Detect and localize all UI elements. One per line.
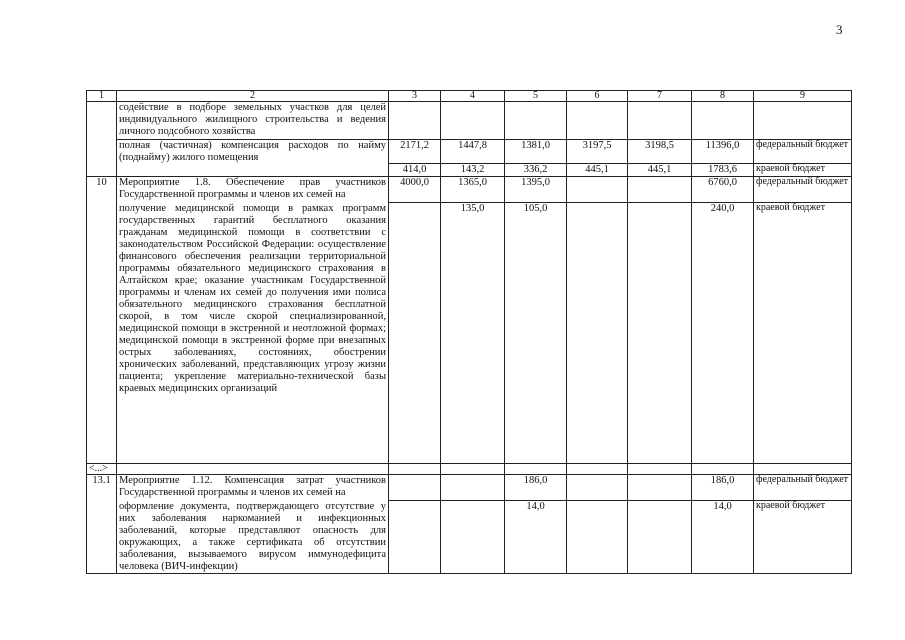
value-cell — [441, 501, 505, 574]
value-cell: 186,0 — [692, 475, 754, 501]
table-row — [87, 475, 852, 501]
header-cell: 2 — [117, 91, 389, 102]
measure-text: содействие в подборе земельных участков для целей индивидуального жилищного строительства и ведения личного подсобного хозяйства — [117, 102, 389, 140]
value-cell — [567, 177, 628, 203]
value-cell: 445,1 — [628, 164, 692, 177]
value-cell: 1381,0 — [505, 140, 567, 164]
value-cell: 186,0 — [505, 475, 567, 501]
header-cell: 3 — [389, 91, 441, 102]
value-cell: 3198,5 — [628, 140, 692, 164]
value-cell: 14,0 — [505, 501, 567, 574]
ellipsis-mark: <...> — [87, 464, 117, 475]
header-cell: 9 — [754, 91, 852, 102]
value-cell: 14,0 — [692, 501, 754, 574]
value-cell: 1395,0 — [505, 177, 567, 203]
measure-text: Мероприятие 1.8. Обеспечение прав участников Государственной программы и членов их семей на — [117, 177, 389, 203]
table-row — [87, 177, 852, 203]
value-cell: 414,0 — [389, 164, 441, 177]
value-cell: 240,0 — [692, 203, 754, 464]
table-row — [87, 203, 852, 464]
column-number-row — [87, 91, 852, 102]
value-cell: 1447,8 — [441, 140, 505, 164]
budget-source: федеральный бюджет — [754, 177, 852, 203]
value-cell: 445,1 — [567, 164, 628, 177]
row-number-cell: 13.1 — [87, 475, 117, 574]
value-cell — [567, 501, 628, 574]
value-cell — [389, 203, 441, 464]
value-cell — [441, 475, 505, 501]
table-row — [87, 140, 852, 164]
ellipsis-row — [87, 464, 852, 475]
budget-source: федеральный бюджет — [754, 475, 852, 501]
value-cell — [628, 177, 692, 203]
value-cell: 2171,2 — [389, 140, 441, 164]
measure-text: оформление документа, подтверждающего отсутствие у них заболевания наркоманией и инфекционных заболеваний, которые представляют опасность для окружающих, а также сертификата об отсутствии заболевания, вызываемого вирусом иммунодефицита человека (ВИЧ-инфекции) — [117, 501, 389, 574]
header-cell: 7 — [628, 91, 692, 102]
value-cell: 4000,0 — [389, 177, 441, 203]
value-cell: 1783,6 — [692, 164, 754, 177]
table-row — [87, 501, 852, 574]
value-cell — [628, 475, 692, 501]
budget-source: краевой бюджет — [754, 501, 852, 574]
row-number-cell: 10 — [87, 177, 117, 464]
budget-source: федеральный бюджет — [754, 140, 852, 164]
header-cell: 8 — [692, 91, 754, 102]
budget-source: краевой бюджет — [754, 164, 852, 177]
value-cell: 11396,0 — [692, 140, 754, 164]
header-cell: 1 — [87, 91, 117, 102]
table-row — [87, 102, 852, 140]
value-cell: 336,2 — [505, 164, 567, 177]
value-cell — [389, 501, 441, 574]
measure-text: получение медицинской помощи в рамках программ государственных гарантий бесплатного оказания гражданам медицинской помощи в соответствии с законодательством Российской Федерации: осуществление финансового обеспечения реализации территориальной программы обязательного медицинского страхования в Алтайском крае; оказание участникам Государственной программы и членам их семей до получения ими полиса обязательного медицинского страхования бесплатной скорой, в том числе скорой специализированной, медицинской помощи в экстренной и неотложной формах; медицинской помощи в экстренной форме при внезапных острых заболеваниях, состояниях, обострении хронических заболеваний, представляющих угрозу жизни пациента; укрепление материально-технической базы краевых медицинских организаций — [117, 203, 389, 464]
value-cell: 6760,0 — [692, 177, 754, 203]
budget-source: краевой бюджет — [754, 203, 852, 464]
header-cell: 5 — [505, 91, 567, 102]
value-cell — [628, 501, 692, 574]
page-number: 3 — [836, 22, 843, 37]
value-cell — [567, 203, 628, 464]
header-cell: 6 — [567, 91, 628, 102]
value-cell: 135,0 — [441, 203, 505, 464]
header-cell: 4 — [441, 91, 505, 102]
value-cell: 1365,0 — [441, 177, 505, 203]
row-number-cell — [87, 102, 117, 177]
measure-text: полная (частичная) компенсация расходов по найму (поднайму) жилого помещения — [117, 140, 389, 177]
value-cell — [567, 475, 628, 501]
value-cell — [628, 203, 692, 464]
value-cell: 105,0 — [505, 203, 567, 464]
value-cell: 143,2 — [441, 164, 505, 177]
measure-text: Мероприятие 1.12. Компенсация затрат участников Государственной программы и членов их семей на — [117, 475, 389, 501]
value-cell — [389, 475, 441, 501]
value-cell: 3197,5 — [567, 140, 628, 164]
budget-table — [86, 90, 852, 574]
